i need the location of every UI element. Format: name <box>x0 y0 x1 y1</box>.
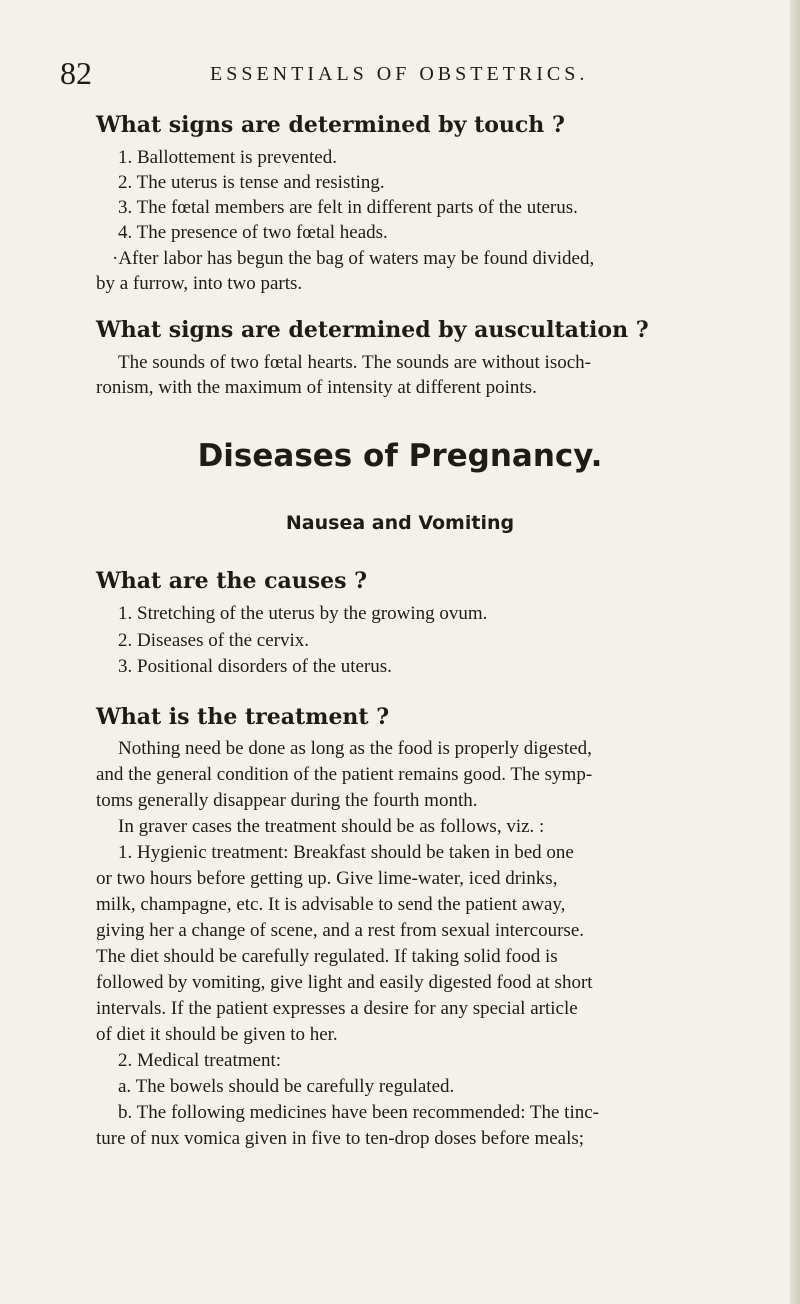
text-line: 4. The presence of two fœtal heads. <box>118 222 388 243</box>
text-line: milk, champagne, etc. It is advisable to send the patient away, <box>96 894 566 915</box>
text-line: followed by vomiting, give light and easily digested food at short <box>96 972 593 993</box>
text-line: or two hours before getting up. Give lime-water, iced drinks, <box>96 868 558 889</box>
text-line: intervals. If the patient expresses a desire for any special article <box>96 998 578 1019</box>
text-line: ture of nux vomica given in five to ten-drop doses before meals; <box>96 1128 585 1149</box>
text-line: 1. Stretching of the uterus by the growing ovum. <box>118 603 488 624</box>
question-touch: What signs are determined by touch ? <box>96 112 565 138</box>
text-line: In graver cases the treatment should be as follows, viz. : <box>118 816 545 837</box>
text-line: of diet it should be given to her. <box>96 1024 338 1045</box>
text-line: The diet should be carefully regulated. If taking solid food is <box>96 946 558 967</box>
text-line: 2. The uterus is tense and resisting. <box>118 172 385 193</box>
text-line: 3. Positional disorders of the uterus. <box>118 656 392 677</box>
text-line: by a furrow, into two parts. <box>96 273 303 294</box>
running-title: ESSENTIALS OF OBSTETRICS. <box>210 63 589 85</box>
page-edge-shadow <box>790 0 800 1304</box>
text-line: 1. Ballottement is prevented. <box>118 147 337 168</box>
question-treatment: What is the treatment ? <box>96 704 390 730</box>
text-line: ronism, with the maximum of intensity at different points. <box>96 377 537 398</box>
question-auscultation: What signs are determined by auscultation ? <box>96 317 649 343</box>
page-number: 82 <box>60 55 92 91</box>
text-line: ·After labor has begun the bag of waters may be found divided, <box>112 248 595 269</box>
text-line: b. The following medicines have been recommended: The tinc- <box>118 1102 600 1123</box>
section-title: Diseases of Pregnancy. <box>197 438 603 474</box>
question-causes: What are the causes ? <box>96 568 368 594</box>
text-line: 3. The fœtal members are felt in different parts of the uterus. <box>118 197 578 218</box>
text-line: The sounds of two fœtal hearts. The sounds are without isoch- <box>118 352 591 373</box>
text-line: 2. Diseases of the cervix. <box>118 630 309 651</box>
text-line: and the general condition of the patient remains good. The symp- <box>96 764 593 785</box>
text-line: 1. Hygienic treatment: Breakfast should be taken in bed one <box>118 842 574 863</box>
page-header <box>60 55 740 95</box>
text-line: Nothing need be done as long as the food is properly digested, <box>118 738 592 759</box>
text-line: a. The bowels should be carefully regulated. <box>118 1076 455 1097</box>
subsection-title: Nausea and Vomiting <box>285 512 515 534</box>
text-line: toms generally disappear during the fourth month. <box>96 790 478 811</box>
text-line: 2. Medical treatment: <box>118 1050 282 1071</box>
text-line: giving her a change of scene, and a rest from sexual intercourse. <box>96 920 584 941</box>
